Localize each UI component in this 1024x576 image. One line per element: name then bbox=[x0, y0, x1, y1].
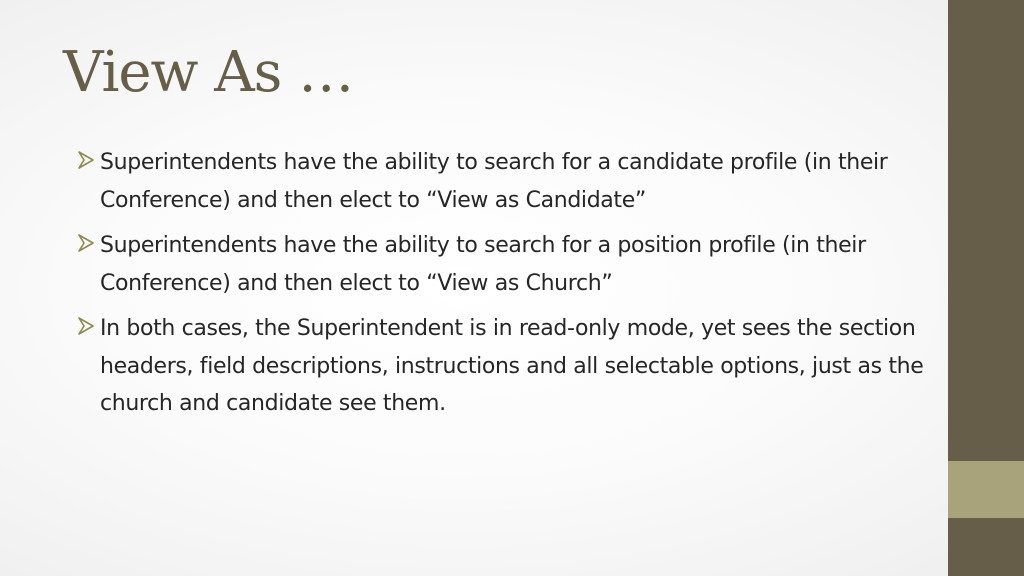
bullet-item bbox=[76, 144, 936, 219]
arrowhead-bullet-icon bbox=[76, 150, 96, 170]
bullet-text: Superintendents have the ability to search for a position profile (in their Conference) and then elect to “View as Church” bbox=[100, 233, 866, 296]
bullet-text: Superintendents have the ability to search for a candidate profile (in their Conference) and then elect to “View as Candidate” bbox=[100, 150, 888, 213]
sidebar-accent-block bbox=[948, 461, 1024, 518]
arrowhead-bullet-icon bbox=[76, 316, 96, 336]
arrowhead-bullet-icon bbox=[76, 233, 96, 253]
bullet-text: In both cases, the Superintendent is in read-only mode, yet sees the section headers, field descriptions, instructions and all selectable options, just as the church and candidate see them. bbox=[100, 316, 924, 416]
sidebar-band bbox=[948, 0, 1024, 576]
bullet-list bbox=[76, 144, 936, 431]
bullet-item bbox=[76, 310, 936, 423]
slide-title: View As … bbox=[63, 40, 354, 105]
bullet-item bbox=[76, 227, 936, 302]
